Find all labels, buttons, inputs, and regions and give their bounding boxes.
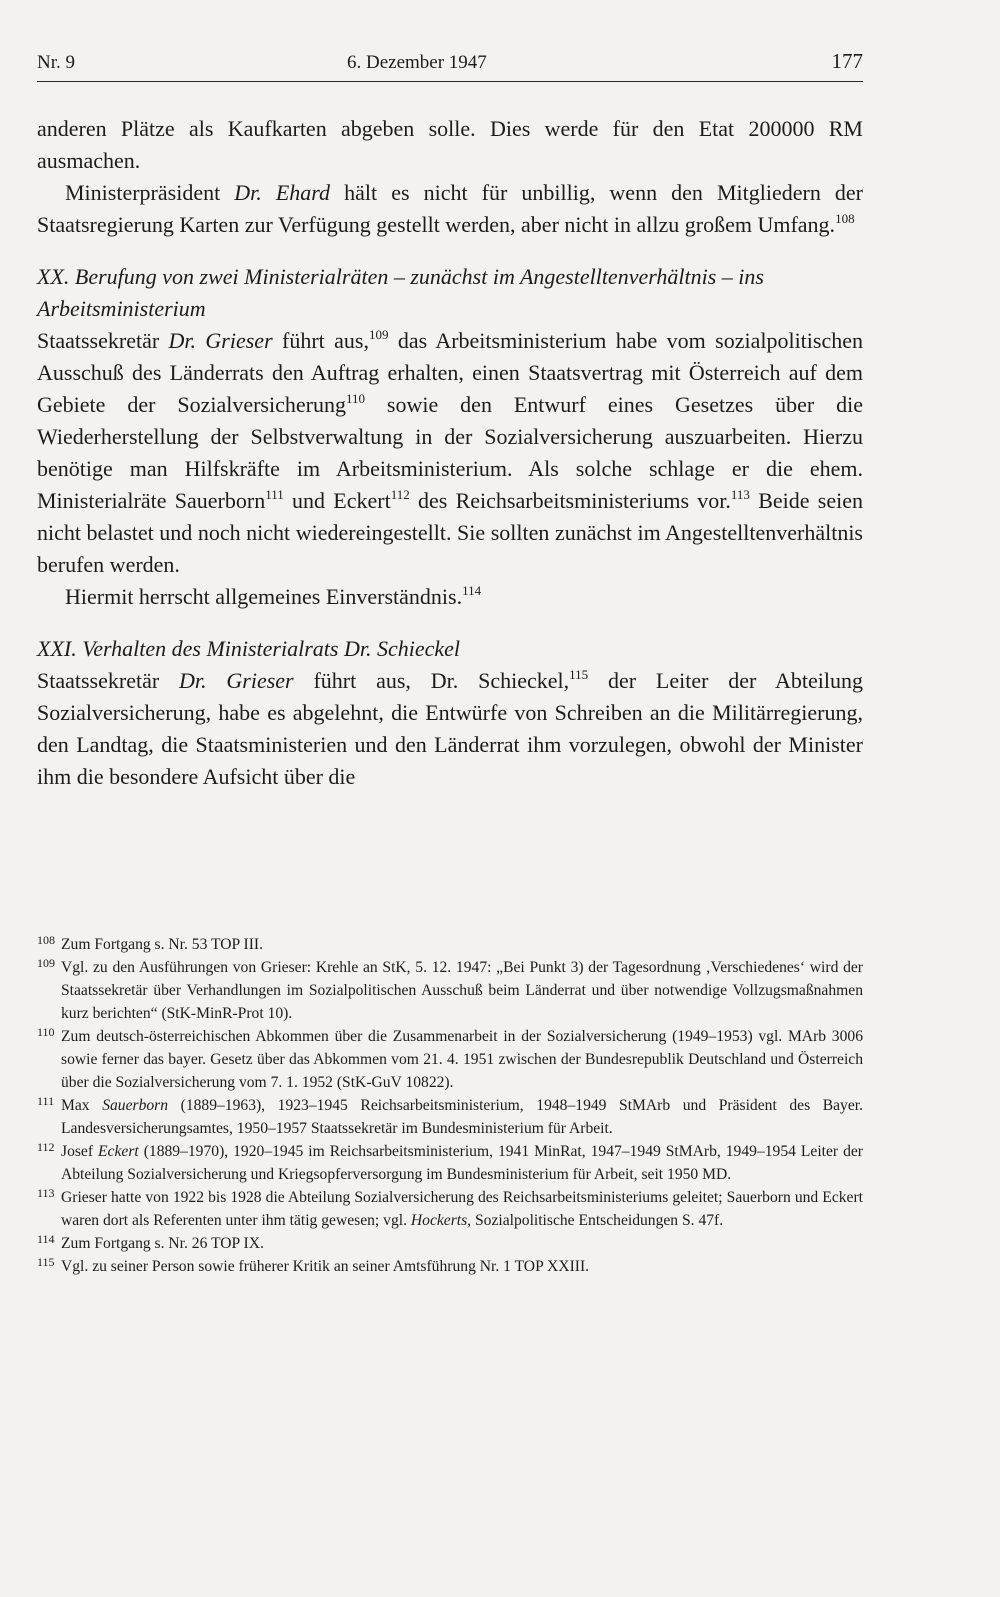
section-heading-xx: XX. Berufung von zwei Ministerialräten – zunächst im Angestelltenverhältnis – ins Arbeitsministerium	[37, 264, 764, 321]
footnote-ref: 110	[345, 391, 365, 406]
main-text	[37, 113, 863, 793]
page-number: 177	[831, 49, 863, 73]
footnote-ref: 115	[569, 667, 589, 682]
paragraph: Staatssekretär Dr. Grieser führt aus, Dr. Schieckel,$^{115}$ der Leiter der Abteilung Sozialversicherung, habe es abgelehnt, die Entwürfe von Schreiben an die Militärregierung, den Landtag, die Staatsministerien und den Länderrat ihm vorzulegen, obwohl der Minister ihm die besondere Aufsicht über die	[37, 667, 864, 789]
footnote: 112 Josef Eckert (1889–1970), 1920–1945 im Reichsarbeitsministerium, 1941 MinRat, 1947–1949 StMArb, 1949–1954 Leiter der Abteilung Sozialversicherung und Kriegsopferversorgung im Bundesministerium für Arbeit, seit 1950 MD.	[37, 1140, 863, 1183]
footnote-ref: 113	[730, 487, 750, 502]
section-heading-xxi: XXI. Verhalten des Ministerialrats Dr. Schieckel	[37, 636, 461, 661]
footnote-ref: 114	[462, 583, 482, 598]
person-name: Dr. Grieser	[168, 328, 273, 353]
footnote: 108 Zum Fortgang s. Nr. 53 TOP III.	[37, 933, 263, 953]
footnotes	[37, 933, 863, 1278]
footnote: 111 Max Sauerborn (1889–1963), 1923–1945 Reichsarbeitsministerium, 1948–1949 StMArb und Präsident des Bayer. Landesversicherungsamtes, 1950–1957 Staatssekretär im Bundesministerium für Arbeit.	[37, 1094, 864, 1137]
footnote: 115 Vgl. zu seiner Person sowie früherer Kritik an seiner Amtsführung Nr. 1 TOP XXIII.	[37, 1255, 590, 1275]
paragraph: Staatssekretär Dr. Grieser führt aus,$^{109}$ das Arbeitsministerium habe vom sozialpolitischen Ausschuß des Länderrats den Auftrag erhalten, einen Staatsvertrag mit Österreich auf dem Gebiete der Sozialversicherung$^{110}$ sowie den Entwurf eines Gesetzes über die Wiederherstellung der Selbstverwaltung in der Sozialversicherung auszuarbeiten. Hierzu benötige man Hilfskräfte im Arbeitsministerium. Als solche schlage er die ehem. Ministerialräte Sauerborn$^{111}$ und Eckert$^{112}$ des Reichsarbeitsministeriums vor.$^{113}$ Beide seien nicht belastet und noch nicht wiedereingestellt. Sie sollten zunächst im Angestelltenverhältnis berufen werden.	[37, 327, 864, 577]
person-name: Eckert	[98, 1143, 139, 1160]
person-name: Dr. Ehard	[234, 180, 331, 205]
paragraph: Hiermit herrscht allgemeines Einverständnis.$^{114}$	[65, 583, 482, 609]
issue-number: Nr. 9	[37, 52, 75, 73]
footnote-ref: 108	[835, 211, 855, 226]
author-name: Hockerts,	[410, 1212, 472, 1229]
paragraph: Ministerpräsident Dr. Ehard hält es nicht für unbillig, wenn den Mitgliedern der Staatsregierung Karten zur Verfügung gestellt werden, aber nicht in allzu großem Umfang.$^{108}$	[37, 180, 864, 237]
footnote: 109 Vgl. zu den Ausführungen von Grieser: Krehle an StK, 5. 12. 1947: „Bei Punkt 3) der Tagesordnung ‚Verschiedenes‘ wird der Staatssekretär über Verhandlungen im Sozialpolitischen Ausschuß beim Länderrat und über notwendige Vollzugsmaßnahmen kurz berichten“ (StK-MinR-Prot 10).	[37, 956, 863, 1022]
footnote: 114 Zum Fortgang s. Nr. 26 TOP IX.	[37, 1232, 264, 1252]
paragraph: anderen Plätze als Kaufkarten abgeben solle. Dies werde für den Etat 200000 RM ausmachen.	[37, 116, 863, 173]
footnote: 110 Zum deutsch-österreichischen Abkommen über die Zusammenarbeit in der Sozialversicherung (1949–1953) vgl. MArb 3006 sowie ferner das bayer. Gesetz über das Abkommen vom 21. 4. 1951 zwischen der Bundesrepublik Deutschland und Österreich über die Sozialversicherung vom 7. 1. 1952 (StK-GuV 10822).	[37, 1025, 863, 1091]
footnote: 113 Grieser hatte von 1922 bis 1928 die Abteilung Sozialversicherung des Reichsarbeitsministeriums geleitet; Sauerborn und Eckert waren dort als Referenten unter ihm tätig gewesen; vgl. Hockerts, Sozialpolitische Entscheidungen S. 47f.	[37, 1186, 863, 1229]
footnote-ref: 112	[390, 487, 410, 502]
footnote-ref: 111	[265, 487, 284, 502]
header-rule	[37, 81, 863, 82]
header-date: 6. Dezember 1947	[347, 52, 487, 73]
running-header	[37, 46, 863, 78]
person-name: Dr. Grieser	[179, 668, 294, 693]
footnote-ref: 109	[368, 327, 389, 342]
person-name: Sauerborn	[102, 1097, 169, 1114]
